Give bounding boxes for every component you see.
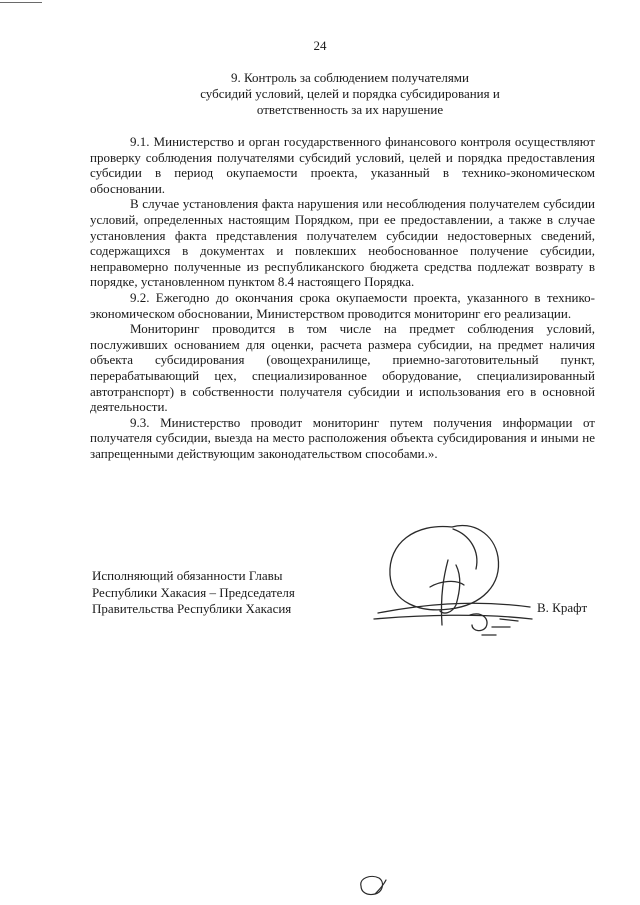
signer-name: В. Крафт <box>537 600 588 615</box>
signatory-position <box>92 568 295 618</box>
page-number: 24 <box>313 38 327 53</box>
paragraph-9-3: 9.3. Министерство проводит мониторинг путем получения информации от получателя субсидии, выезда на место расположения объекта субсидирования и иными не запрещенными действующим законодательством способами.». <box>90 414 595 461</box>
section-title-line: 9. Контроль за соблюдением получателями <box>231 70 469 85</box>
position-line: Республики Хакасия – Председателя <box>92 584 295 600</box>
handwritten-signature <box>360 515 540 645</box>
corner-scan-mark <box>0 2 42 3</box>
paragraph-9-2: 9.2. Ежегодно до окончания срока окупаемости проекта, указанного в технико-экономическом обосновании, Министерством проводится мониторинг его реализации. <box>90 289 595 321</box>
section-title <box>80 70 620 118</box>
paragraph-monitoring: Мониторинг проводится в том числе на предмет соблюдения условий, послуживших основанием для оценки, расчета размера субсидии, на предмет наличия объекта субсидирования (овощехранилище, приемно-заготовительный пункт, перерабатывающий цех, специализированное оборудование, специализированный автотранспорт) в собственности получателя субсидии и использования его в основной деятельности. <box>90 321 595 415</box>
scribble-mark-icon <box>355 872 389 900</box>
paragraph-9-1: 9.1. Министерство и орган государственного финансового контроля осуществляют проверку соблюдения получателями субсидий условий, целей и порядка предоставления субсидии в период окупаемости проекта, указанный в технико-экономическом обосновании. <box>90 134 595 196</box>
section-title-line: субсидий условий, целей и порядка субсидирования и <box>200 86 500 101</box>
position-line: Исполняющий обязанности Главы <box>92 568 283 583</box>
document-body <box>90 134 595 461</box>
position-line: Правительства Республики Хакасия <box>92 601 292 616</box>
section-title-line: ответственность за их нарушение <box>256 102 444 117</box>
paragraph-violation: В случае установления факта нарушения или несоблюдения получателем субсидии условий, определенных настоящим Порядком, при ее предоставлении, а также в случае установления факта представления получателем субсидии недостоверных сведений, содержащихся в документах и повлекших необоснованное получение субсидии, неправомерно полученные из республиканского бюджета средства подлежат возврату в порядке, установленном пунктом 8.4 настоящего Порядка. <box>90 196 595 290</box>
